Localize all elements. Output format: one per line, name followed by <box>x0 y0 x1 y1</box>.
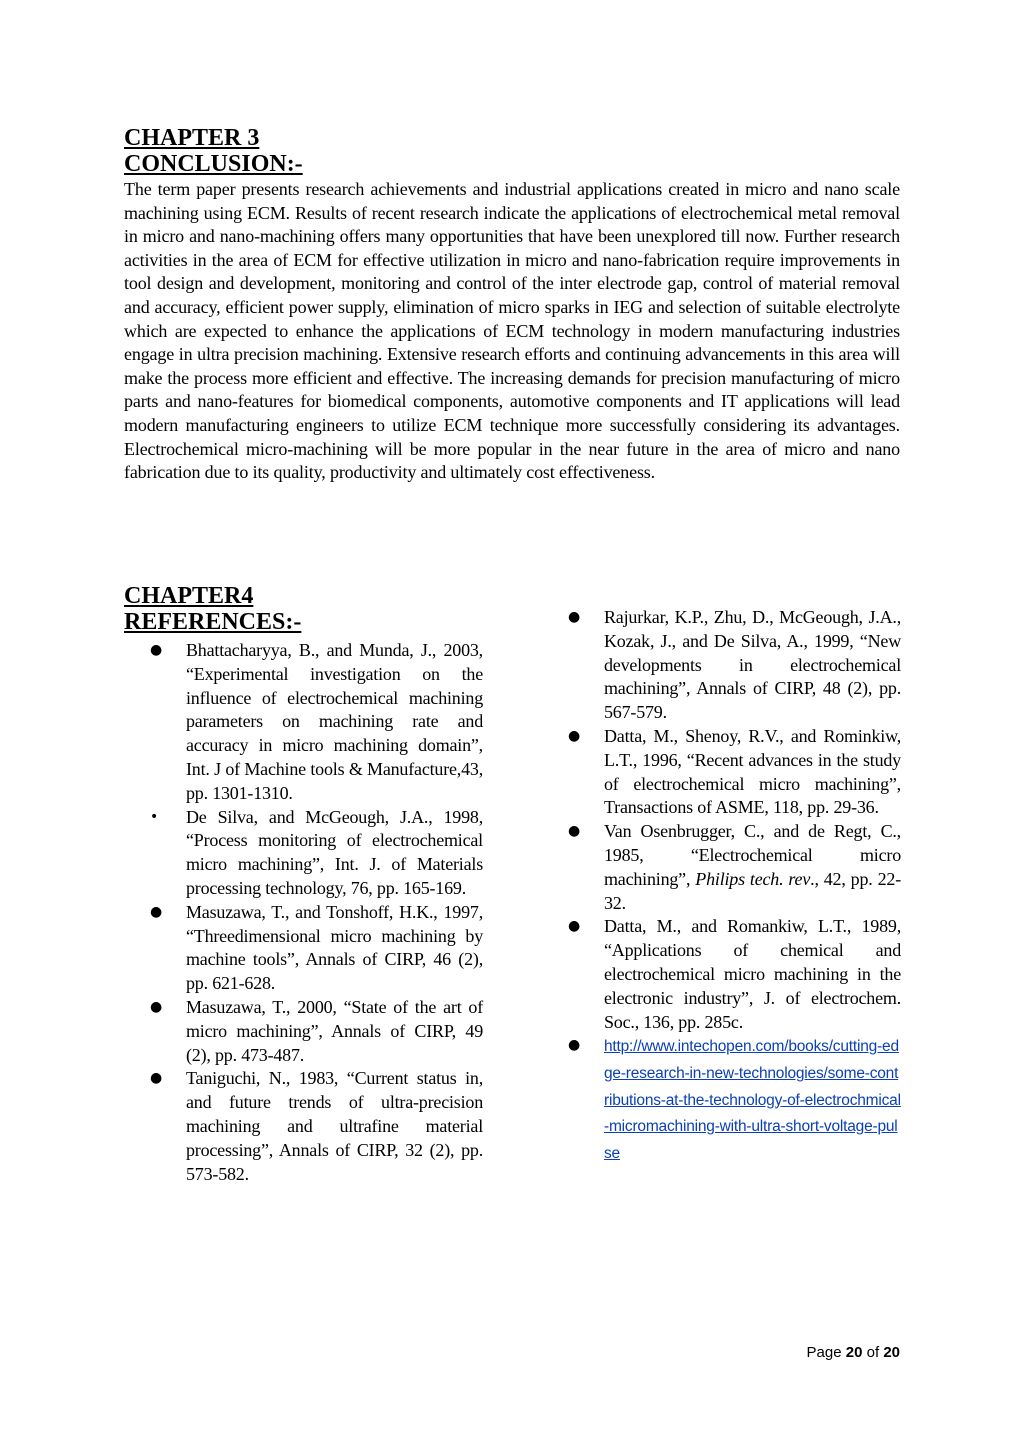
reference-item <box>568 820 901 915</box>
reference-item <box>568 915 901 1034</box>
reference-item <box>150 806 483 901</box>
reference-text: Masuzawa, T., 2000, “State of the art of micro machining”, Annals of CIRP, 49 (2), pp. 473-487. <box>186 996 483 1065</box>
conclusion-heading: CONCLUSION:- <box>124 151 303 177</box>
conclusion-paragraph: The term paper presents research achievements and industrial applications created in micro and nano scale machining using ECM. Results of recent research indicate the applications of electrochemical metal removal in micro and nano-machining offers many opportunities that have been unexplored till now. Further research activities in the area of ECM for effective utilization in micro and nano-fabrication require improvements in tool design and development, monitoring and control of the inter electrode gap, control of material removal and accuracy, efficient power supply, elimination of micro sparks in IEG and selection of suitable electrolyte which are expected to enhance the applications of ECM technology in modern manufacturing industries engage in ultra precision machining. Extensive research efforts and continuing advancements in this area will make the process more efficient and effective. The increasing demands for precision manufacturing of micro parts and nano-features for biomedical components, automotive components and IT applications will lead modern manufacturing engineers to utilize ECM technique more successfully considering its advantages. Electrochemical micro-machining will be more popular in the near future in the area of micro and nano fabrication due to its quality, productivity and ultimately cost effectiveness. <box>124 179 900 483</box>
page-total: 20 <box>883 1344 900 1361</box>
reference-item <box>568 1034 901 1167</box>
bullet-icon: ● <box>568 823 581 840</box>
page-current: 20 <box>845 1344 863 1361</box>
journal-name-italic: Philips tech. rev <box>695 868 811 889</box>
bullet-icon: ● <box>568 918 581 935</box>
bullet-icon: ● <box>150 903 163 920</box>
reference-text: Rajurkar, K.P., Zhu, D., McGeough, J.A., Kozak, J., and De Silva, A., 1999, “New developments in electrochemical machining”, Annals of CIRP, 48 (2), pp. 567-579. <box>604 607 901 723</box>
references-heading: REFERENCES:- <box>124 609 302 635</box>
chapter4-heading: CHAPTER4 <box>124 583 254 609</box>
reference-text-start: Van Osenbrugger, C., and de Regt, C., 1985, “Electrochemical micro machining”, <box>604 821 901 889</box>
chapter3-heading: CHAPTER 3 <box>124 125 260 151</box>
bullet-icon: ● <box>568 727 581 744</box>
bullet-icon: ● <box>568 1037 581 1054</box>
bullet-icon: ● <box>150 998 163 1015</box>
reference-url-link[interactable]: http://www.intechopen.com/books/cutting-edge-research-in-new-technologies/some-contributions-at-the-technology-of-electrochmical-micromachining-with-ultra-short-voltage-pulse <box>604 1038 901 1162</box>
reference-item <box>150 1067 483 1186</box>
page-footer <box>807 1344 900 1361</box>
reference-text <box>604 820 901 915</box>
reference-item <box>150 901 483 996</box>
reference-item <box>150 996 483 1067</box>
references-list-right <box>568 606 901 1167</box>
bullet-icon: ● <box>150 642 163 658</box>
reference-text-end: ., 42, pp. 22-32. <box>604 868 901 913</box>
reference-text: Masuzawa, T., and Tonshoff, H.K., 1997, “Threedimensional micro machining by machine tools”, Annals of CIRP, 46 (2), pp. 621-628. <box>186 901 483 994</box>
reference-text: Datta, M., Shenoy, R.V., and Rominkiw, L.T., 1996, “Recent advances in the study of electrochemical micro machining”, Transactions of ASME, 118, pp. 29-36. <box>604 725 901 818</box>
reference-text: Taniguchi, N., 1983, “Current status in, and future trends of ultra-precision machining and ultrafine material processing”, Annals of CIRP, 32 (2), pp. 573-582. <box>186 1068 483 1184</box>
reference-text: Bhattacharyya, B., and Munda, J., 2003, “Experimental investigation on the influence of electrochemical machining parameters on machining rate and accuracy in micro machining domain”, Int. J of Machine tools & Manufacture,43, pp. 1301-1310. <box>186 640 483 803</box>
bullet-icon: ● <box>150 1070 163 1087</box>
reference-item <box>150 639 483 806</box>
reference-item <box>568 725 901 820</box>
reference-item <box>568 606 901 725</box>
references-list-left <box>150 639 483 1186</box>
bullet-icon: • <box>150 808 159 825</box>
reference-text: De Silva, and McGeough, J.A., 1998, “Process monitoring of electrochemical micro machining”, Int. J. of Materials processing technology, 76, pp. 165-169. <box>186 806 483 898</box>
of-word: of <box>866 1344 880 1361</box>
page-word: Page <box>806 1344 842 1361</box>
bullet-icon: ● <box>568 609 581 625</box>
reference-text: Datta, M., and Romankiw, L.T., 1989, “Applications of chemical and electrochemical micro machining in the electronic industry”, J. of electrochem. Soc., 136, pp. 285c. <box>604 916 901 1032</box>
